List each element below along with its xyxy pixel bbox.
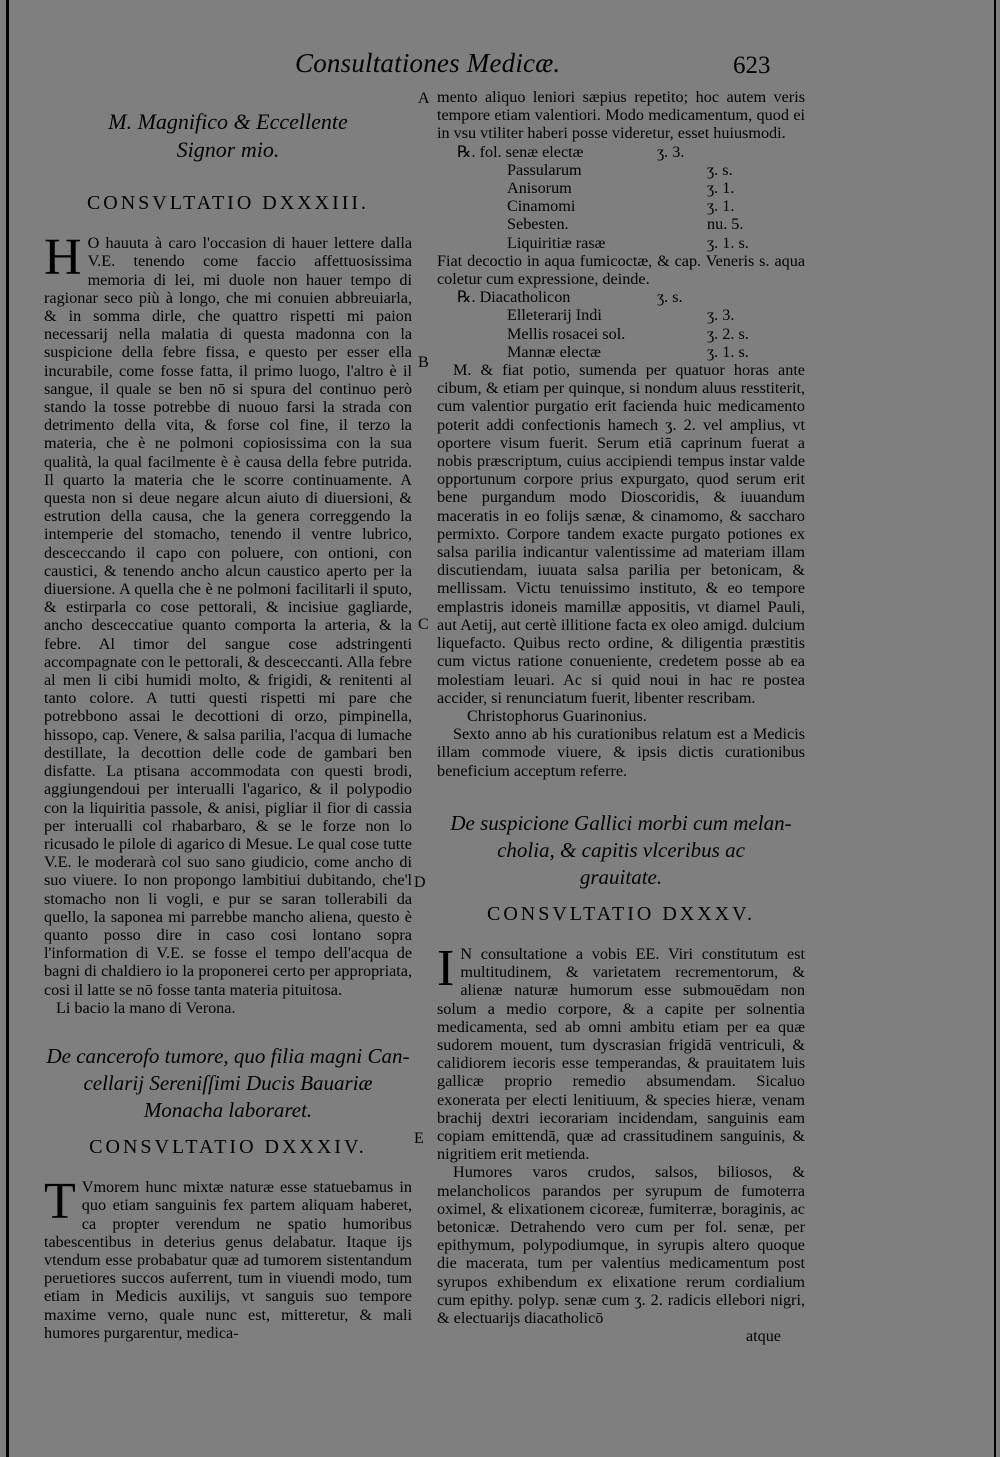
prescription-1 (437, 143, 805, 252)
consultatio-534-heading: CONSVLTATIO DXXXIV. (89, 1135, 367, 1158)
prescription-2 (437, 288, 805, 361)
margin-letter-d: D (414, 874, 426, 891)
left-column (44, 108, 412, 1342)
salutation: M. Magnifico & Eccellente Signor mio. (108, 109, 348, 162)
page-edge-right (994, 0, 996, 1457)
prescription-row: Anisorum ʒ. 1. (507, 179, 735, 198)
prescription-row: Sebesten. nu. 5. (507, 215, 744, 234)
consultatio-535-title: De suspicione Gallici morbi cum melan- cholia, & capitis vlceribus ac grauitate. (450, 810, 792, 889)
margin-letter-b: B (418, 354, 429, 371)
signature: Li bacio la mano di Verona. (56, 998, 236, 1017)
prescription-row: Passularum ʒ. s. (507, 160, 733, 179)
prescription-row: Mellis rosacei sol. ʒ. 2. s. (507, 324, 749, 343)
consultatio-533-heading: CONSVLTATIO DXXXIII. (86, 192, 370, 214)
prescription-1-instructions: Fiat decoctio in aqua fumicoctæ, & cap. Veneris s. aqua coletur cum expressione, deinde. (437, 251, 805, 289)
consultatio-534-body-cont: M. & fiat potio, sumenda per quatuor horas ante cibum, & etiam per quinque, si nondum aluus resstiterit, cum valentior purgatio erit facienda huic medicamento poterit addi confectionis hamech ʒ. 2. vel amplius, vt oportere visum fuerit. Serum etiā caprinum fuerat a nobis præscriptum, cuius accipiendi tempus instar valde opportunum corpore prius expurgato, quod serum erit bene purgandum modo Dioscoridis, & iuuandum maceratis in eo folijs sænæ, & cinamomo, & saccharo permixto. Corpore tandem exacte purgato potiones ex salsa parilia indicantur valentissime ad materiam illam discutiendam, iuuata salsa parilia per betonicam, & mellissam. Victu tenuissimo instituto, & eo tempore emplastris idoneis mamillæ appositis, vt diamel Pauli, aut Aetij, aut certè illitione facta ex oleo amigd. dulcium liquefacto. Quibus recto ordine, & diligentia præstitis cum victus ratione conueniente, credetem posse ab ea molestiam leuari. Ac si quid noui in hac re postea accider, si renunciatum fuerit, libenter rescribam. (437, 361, 805, 707)
consultatio-534-title: De cancerofo tumore, quo filia magni Can- cellarij Sereniſſimi Ducis Bauariæ Monacha laboraret. (46, 1043, 410, 1122)
margin-letter-c: C (418, 616, 429, 633)
prescription-row: ℞. Diacatholicon ʒ. s. (457, 288, 683, 307)
prescription-row: ℞. fol. senæ electæ ʒ. 3. (457, 142, 685, 161)
consultatio-534-body: T Vmorem hunc mixtæ naturæ esse statuebamus in quo etiam sanguinis fex partem aliquam haberet, ca propter verendum ne spatio humoribus tabescentibus in deterius genus delabatur. Itaque ijs vtendum esse probabatur quæ ad tumorem sistentandum peruetiores succos auferrent, tum in viuendi modo, tum etiam in Medicis auxilijs, vt sanguis suo tempore maxime verno, quale nunc est, mitteretur, & mali humores purgarentur, medica- (44, 1173, 412, 1342)
drop-cap: I (437, 939, 455, 997)
prescription-row: Cinamomi ʒ. 1. (507, 197, 735, 216)
prescription-row: Mannæ electæ ʒ. 1. s. (507, 342, 749, 361)
prescription-row: Liquiritiæ rasæ ʒ. 1. s. (507, 233, 749, 252)
page-number: 623 (733, 52, 771, 79)
right-column (437, 88, 805, 1345)
margin-letter-e: E (414, 1130, 424, 1147)
drop-cap: H (44, 229, 82, 287)
catchword: atque (745, 1327, 781, 1346)
page-edge-left (6, 0, 9, 1457)
running-title: Consultationes Medicæ. (295, 48, 561, 78)
margin-letter-a: A (418, 90, 430, 107)
prescription-row: Elleterarij Indi ʒ. 3. (507, 306, 735, 325)
consultatio-535-body: I N consultatione a vobis EE. Viri constitutum est multitudinem, & varietatem recrementorum, & alienæ naturæ humorum esse submouēdam non solum a medio corpore, & a capite per solnentia medicamenta, sed ab omni ambitu etiam per ea quæ sudorem mouent, tum dyscrasian frigidā ventriculi, & calidiorem iecoris esse temperandas, & prauitatem luis gallicæ proprio remedio absumendam. Sicaluo exonerata per electi lenitiuum, & species hieræ, venam brachij dextri iecorariam incidendam, sanguinis eam copiam emittendā, quæ ad crassitudinem sanguinis, & nigritiem erit metienda. (437, 939, 805, 1164)
consultatio-535-body-2: Humores varos crudos, salsos, biliosos, & melancholicos parandos per syrupum de fumoterra oximel, & elixationem cicoreæ, fumiterræ, boraginis, ac betonicæ. Detrahendo vero cum per fol. senæ, per epithymum, polypodiumque, in syrupis altero quoque die macerata, tum per valentius medicamentum post syrupos exhibendum ex elixatione rerum cordialium cum epithy. polyp. senæ cum ʒ. 2. radicis ellebori nigri, & electuarijs diacatholicō (437, 1163, 805, 1327)
author-signature: Christophorus Guarinonius. (467, 706, 647, 725)
drop-cap: T (44, 1173, 76, 1231)
consultatio-533-body: H O hauuta à caro l'occasion di hauer lettere dalla V.E. tenendo come faccio affettuosissima memoria di lei, mi duole non hauer tempo di ragionar seco più à longo, che mi conuien abbreuiarla, & in somma dirle, che quattro rispetti mi paion necessarij nella malatia di questa madonna con la suspicione della febre fissa, e questo per esser ella incurabile, come fosse fatta, il primo luogo, l'altro è il sangue, il quale se ben nō si spura del continuo però stando la tosse potrebbe di nuouo farsi la strada con detrimento della vita, & forse col fine, il terzo la materia, che è ne polmoni copiosissima con la sua qualità, la qual facilmente è è causa della febre putrida. Il quarto la materia che le scorre continuamente. A questa non si deue negare alcun aiuto di diuersioni, & estrution della causa, che la genera correggendo la intemperie del stomacho, tenendo il ventre lubrico, desceccando il capo con poluere, con ontioni, con caustici, & tenendo ancho alcun caustico aperto per la diuersione. A quella che è ne polmoni facilitarli il sputo, & estirparla co cose pettorali, & incisiue gagliarde, ancho desceccatiue quanto comporta la arteria, & la febre. Al timor del sangue cose adstringenti accompagnate con le pettorali, & desceccanti. Alla febre al men li cibi humidi molto, & frigidi, & renitenti al tanto colore. A tutti questi rispetti mi pare che potrebbono assai le decottioni di orzo, pimpinella, hissopo, cap. Venere, & salsa parilia, l'acqua di lumache destillate, la decottion delle code de gambari ben disfatte. La ptisana accommodata con questi brodi, aggiungendoui per interualli l'agarico, & il polypodio con la liquiritia passole, & anisi, pigliar il fior di cassia per interualli col rhabarbaro, & se le forze non lo ricusado le pilole di agarico di Mesue. Le qual cose tutte V.E. le moderarà col suo sano giudicio, come ancho di suo viuere. Io non propongo lambitiui dubitando, che'l stomacho non li vogli, e pur se saran tollerabili da quello, la saponea mi parrebbe mancho aliena, questo è quanto posso dire in caso cosi lontano sopra l'information di V.E. se fosse el tempo dell'acqua de bagni di chaldiero io la proponerei certo per appropriata, cosi il latte se nō fosse tanta materia pituitosa. (44, 229, 412, 999)
consultatio-534-continued: mento aliquo leniori sæpius repetito; hoc autem veris tempore etiam valentiori. Modo medicamentum, quod ei in vsu vtiliter haberi posse videretur, esset huiusmodi. (437, 88, 805, 143)
follow-up-note: Sexto anno ab his curationibus relatum est a Medicis illam commode viuere, & ipsis dictis curationibus beneficium acceptum referre. (437, 725, 805, 780)
consultatio-535-heading: CONSVLTATIO DXXXV. (487, 902, 755, 925)
